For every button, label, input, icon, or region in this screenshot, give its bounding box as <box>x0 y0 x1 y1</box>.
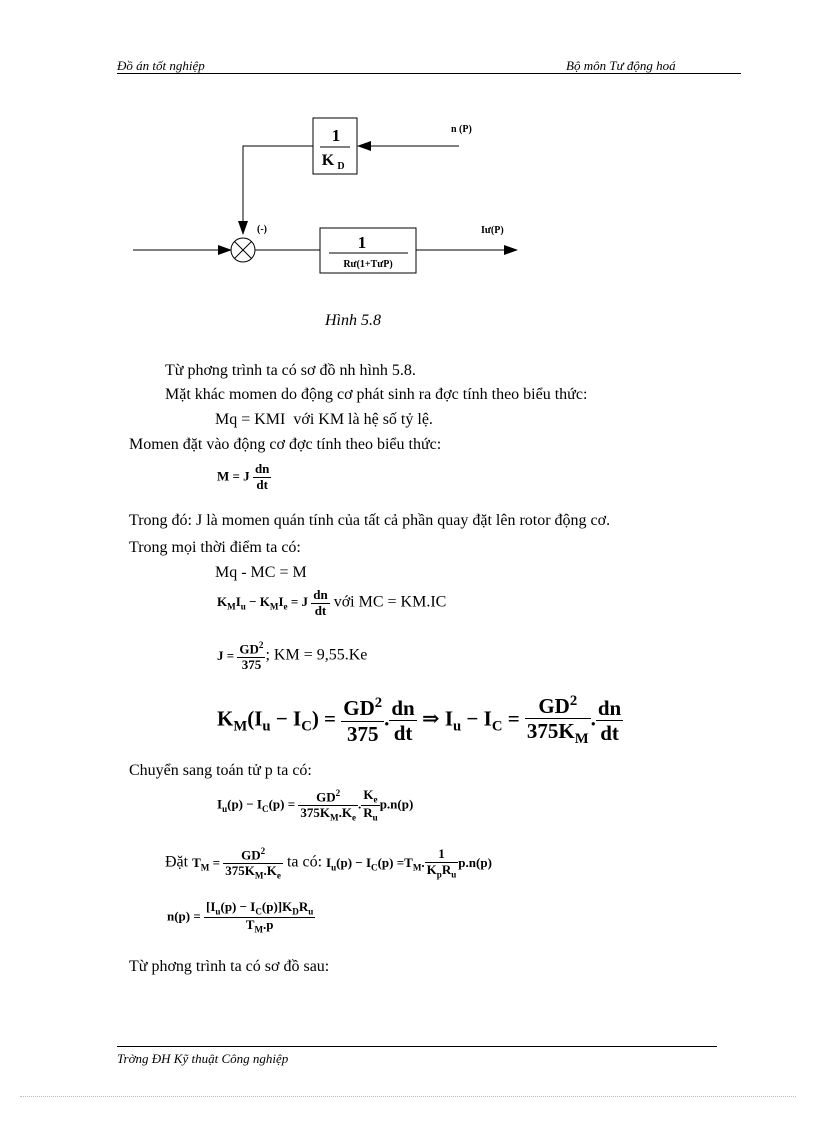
header-left: Đồ án tốt nghiệp <box>117 58 205 73</box>
top-block-den: K <box>321 152 335 169</box>
equation-main: $K_M(I_u - I_C)$ = $\frac{GD^2}{375}$ . $\frac{dn}{dt}$ ⇒ $I_u - I_C$ = $\frac{GD^2}{375K_M}$ . $\frac{dn}{dt}$ <box>217 693 622 748</box>
equation-laplace: $I_u(p) - I_C(p)$ = $\frac{GD^2}{375K_M.K_e}$ . $\frac{K_e}{R_u}$ p.n(p) <box>217 787 414 823</box>
footer-left: Trờng ĐH Kỹ thuật Công nghiệp <box>117 1051 289 1066</box>
equation-mc-rest: với MC = KM.IC <box>333 593 447 611</box>
top-block-den-sub: D <box>337 161 345 172</box>
main-block-num: 1 <box>357 233 367 252</box>
paragraph-4: Momen đặt vào động cơ đợc tính theo biểu thức: <box>129 436 442 453</box>
feedback-arrow <box>243 146 313 234</box>
main-block-den: Rư(1+TưP) <box>343 259 393 270</box>
formula-mq-text: Mq = KMI <box>215 411 286 428</box>
paragraph-7: Chuyển sang toán tử p ta có: <box>129 762 312 779</box>
block-diagram <box>0 0 816 300</box>
footer-rule <box>117 1046 717 1047</box>
sum-sign: (-) <box>257 224 267 235</box>
equation-m-j: M = J $\frac{dn}{dt}$ <box>217 461 270 492</box>
header-right: Bộ môn Tư động hoá <box>566 58 676 73</box>
paragraph-5: Trong đó: J là momen quán tính của tất cả phần quay đặt lên rotor động cơ. <box>129 512 611 529</box>
page-edge <box>20 1096 796 1097</box>
top-block-num: 1 <box>331 126 341 145</box>
paragraph-1: Từ phơng trình ta có sơ đồ nh hình 5.8. <box>165 362 416 379</box>
formula-mq <box>215 411 433 429</box>
equation-tm: Đặt $T_M$ = $\frac{GD^2}{375K_M.K_e}$ ta có: $I_u(p) - I_C(p) =T_M$. $\frac{1}{K_pR_u}$ p.n(p) <box>165 846 492 881</box>
dat-label: Đặt <box>165 853 189 871</box>
equation-km-rest: ; KM = 9,55.Ke <box>265 646 368 664</box>
paragraph-6: Trong mọi thời điểm ta có: <box>129 539 301 556</box>
equation-mq-mc: Mq - MC = M <box>215 564 307 581</box>
figure-caption: Hình 5.8 <box>325 312 381 329</box>
equation-np: n(p) = $\frac{[I_u(p) - I_C(p)]K_DR_u}{T_M.p}$ <box>167 899 314 935</box>
input-label: n (P) <box>451 124 472 135</box>
formula-mq-rest: với KM là hệ số tỷ lệ. <box>293 411 433 428</box>
dat-mid: ta có: <box>286 853 323 871</box>
paragraph-8: Từ phơng trình ta có sơ đồ sau: <box>129 958 330 975</box>
equation-km-iu: $K_MI_u - K_MI_e = J$ $\frac{dn}{dt}$ với MC = KM.IC <box>217 587 447 618</box>
paragraph-2: Mặt khác momen do động cơ phát sinh ra đợc tính theo biểu thức: <box>165 386 588 403</box>
output-label: Iư(P) <box>481 225 504 236</box>
equation-j: J = $\frac{GD^2}{375}$ ; KM = 9,55.Ke <box>217 640 368 673</box>
